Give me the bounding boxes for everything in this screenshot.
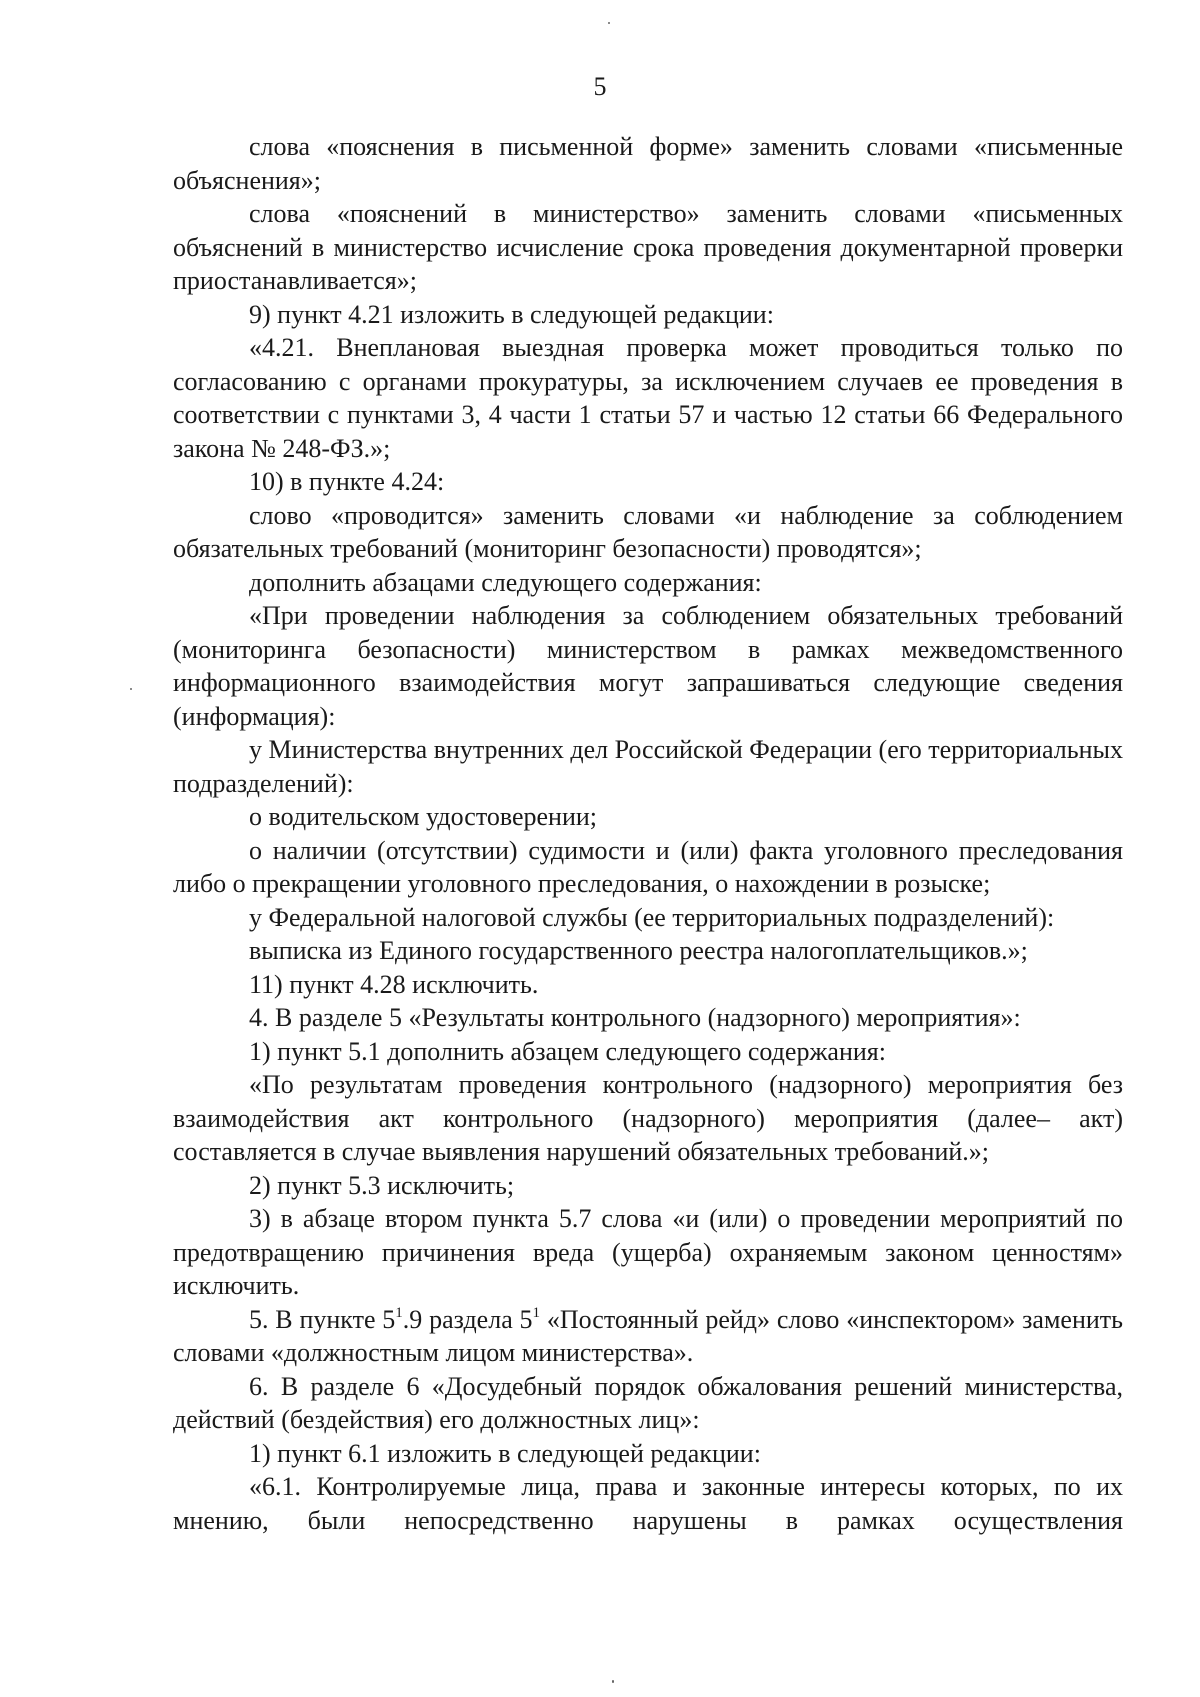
document-body — [173, 130, 1123, 1537]
paragraph: выписка из Единого государственного реестра налогоплательщиков.»; — [249, 936, 1028, 965]
paragraph: 6. В разделе 6 «Досудебный порядок обжалования решений министерства, действий (бездействия) его должностных лиц»: — [173, 1371, 1123, 1434]
paragraph: 1) пункт 6.1 изложить в следующей редакции: — [249, 1438, 761, 1468]
paragraph-text: 5. В пункте 5 — [249, 1304, 396, 1334]
paragraph: слово «проводится» заменить словами «и наблюдение за соблюдением обязательных требований (мониторинг безопасности) проводятся»; — [173, 500, 1123, 563]
paragraph: «6.1. Контролируемые лица, права и законные интересы которых, по их мнению, были непосредственно нарушены в рамках осуществления — [173, 1472, 1123, 1535]
paragraph: «По результатам проведения контрольного (надзорного) мероприятия без взаимодействия акт контрольного (надзорного) мероприятия (далее– акт) составляется в случае выявления нарушений обязательных требований.»; — [173, 1070, 1123, 1166]
paragraph: 1) пункт 5.1 дополнить абзацем следующего содержания: — [249, 1036, 886, 1066]
paragraph: 2) пункт 5.3 исключить; — [249, 1170, 515, 1200]
paragraph: слова «пояснения в письменной форме» заменить словами «письменные объяснения»; — [173, 132, 1123, 195]
paragraph: у Министерства внутренних дел Российской Федерации (его территориальных подразделений): — [173, 735, 1123, 798]
paragraph: «При проведении наблюдения за соблюдением обязательных требований (мониторинга безопасности) министерством в рамках межведомственного информационного взаимодействия могут запрашиваться следующие сведения (информация): — [173, 601, 1123, 731]
scan-speck — [612, 1680, 614, 1683]
paragraph: дополнить абзацами следующего содержания: — [249, 567, 762, 597]
paragraph: 3) в абзаце втором пункта 5.7 слова «и (или) о проведении мероприятий по предотвращению причинения вреда (ущерба) охраняемым законом ценностям» исключить. — [173, 1204, 1123, 1300]
paragraph: «4.21. Внеплановая выездная проверка может проводиться только по согласованию с органами прокуратуры, за исключением случаев ее проведения в соответствии с пунктами 3, 4 части 1 статьи 57 и частью 12 статьи 66 Федерального закона № 248-ФЗ.»; — [173, 333, 1123, 463]
scan-speck — [130, 688, 132, 690]
superscript: 1 — [532, 1304, 541, 1321]
paragraph: у Федеральной налоговой службы (ее территориальных подразделений): — [249, 902, 1055, 932]
paragraph: 9) пункт 4.21 изложить в следующей редакции: — [249, 299, 774, 329]
paragraph: 11) пункт 4.28 исключить. — [249, 969, 539, 999]
paragraph: о наличии (отсутствии) судимости и (или) факта уголовного преследования либо о прекращении уголовного преследования, о нахождении в розыске; — [173, 835, 1123, 898]
superscript: 1 — [395, 1304, 403, 1321]
scan-speck — [608, 22, 610, 24]
paragraph: 10) в пункте 4.24: — [249, 467, 445, 496]
paragraph: слова «пояснений в министерство» заменить словами «письменных объяснений в министерство исчисление срока проведения документарной проверки приостанавливается»; — [173, 199, 1123, 295]
paragraph-text: «Постоянный рейд» слово «инспектором» заменить словами «должностным лицом министерства». — [173, 1304, 1123, 1367]
paragraph-text: .9 раздела 5 — [402, 1304, 533, 1334]
page-number: 5 — [593, 72, 607, 101]
paragraph: 4. В разделе 5 «Результаты контрольного (надзорного) мероприятия»: — [249, 1003, 1021, 1032]
paragraph: о водительском удостоверении; — [249, 802, 598, 831]
paragraph — [173, 1303, 1123, 1370]
